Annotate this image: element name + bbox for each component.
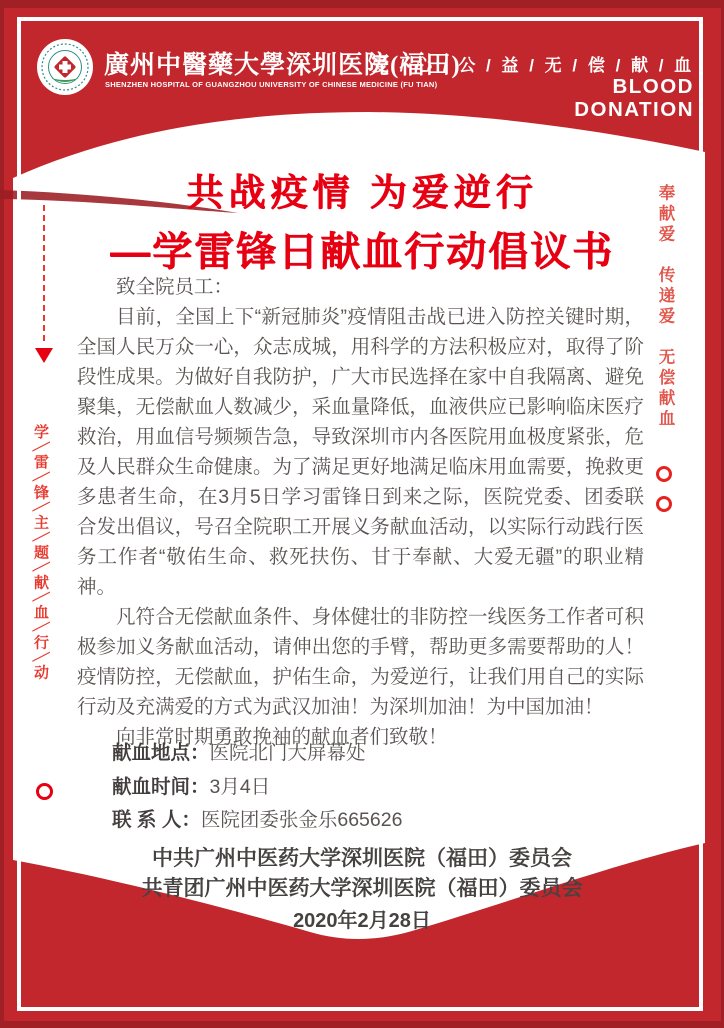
salutation: 致全院员工： bbox=[116, 276, 234, 298]
paragraph-3: 向非常时期勇敢挽袖的献血者们致敬！ bbox=[116, 726, 448, 748]
donation-info bbox=[112, 737, 402, 838]
info-label: 献血地点： bbox=[112, 742, 210, 764]
page-title bbox=[50, 162, 674, 277]
down-arrow-icon bbox=[35, 348, 53, 363]
paragraph-1: 目前，全国上下“新冠肺炎”疫情阻击战已进入防控关键时期，全国人民万众一心，众志成城，用科学的方法积极应对，取得了阶段性成果。为做好自我防护，广大市民选择在家中自我隔离、避免聚集，无偿献血人数减少，采血量降低，血液供应已影响临床医疗救治，用血信号频频告急，导致深圳市内各医院用血极度紧张，危及人民群众生命健康。为了满足更好地满足临床用血需要，挽救更多患者生命，在3月5日学习雷锋日到来之际，医院党委、团委联合发出倡议，号召全院职工开展义务献血活动，以实际行动践行医务工作者“敬佑生命、救死扶伤、甘于奉献、大爱无疆”的职业精神。 bbox=[77, 306, 644, 598]
blood-donation-wordmark bbox=[574, 75, 694, 121]
info-row-location bbox=[112, 737, 402, 771]
blood-word: BLOOD bbox=[612, 75, 694, 98]
issue-date: 2020年2月28日 bbox=[293, 910, 431, 932]
info-value: 医院北门大屏幕处 bbox=[209, 742, 366, 764]
dashed-line bbox=[43, 205, 45, 341]
title-line-2: —学雷锋日献血行动倡议书 bbox=[110, 230, 614, 274]
circle-marker-icon bbox=[656, 496, 672, 512]
circle-marker-icon bbox=[36, 783, 53, 800]
info-label: 献血时间： bbox=[112, 775, 210, 798]
circle-marker-icon bbox=[656, 466, 672, 482]
hospital-name-en: SHENZHEN HOSPITAL OF GUANGZHOU UNIVERSITY OF CHINESE MEDICINE (FU TIAN) bbox=[105, 80, 438, 89]
info-value: 3月4日 bbox=[209, 775, 271, 798]
issuer-line-1: 中共广州中医药大学深圳医院（福田）委员会 bbox=[152, 847, 572, 870]
paragraph-2: 凡符合无偿献血条件、身体健壮的非防控一线医务工作者可积极参加义务献血活动，请伸出您的手臂，帮助更多需要帮助的人！疫情防控，无偿献血，护佑生命，为爱逆行，让我们用自己的实际行动及充满爱的方式为武汉加油！为深圳加油！为中国加油！ bbox=[77, 606, 644, 718]
info-row-contact bbox=[112, 804, 402, 838]
info-row-time bbox=[112, 771, 402, 805]
signature-block bbox=[0, 844, 724, 933]
hospital-name-zh: 廣州中醫藥大學深圳医院(福田) bbox=[104, 52, 461, 79]
header-slogan: 爱 / 心 / 公 / 益 / 无 / 偿 / 献 / 血 bbox=[372, 56, 695, 75]
hospital-logo bbox=[36, 38, 94, 96]
info-value: 医院团委张金乐665626 bbox=[200, 809, 403, 831]
info-label: 联 系 人： bbox=[112, 809, 201, 831]
issuer-line-2: 共青团广州中医药大学深圳医院（福田）委员会 bbox=[141, 876, 583, 900]
title-line-1: 共战疫情 为爱逆行 bbox=[186, 172, 538, 213]
left-vertical-slogan: 学╲雷╲锋╲主╲题╲献╲血╲行╲动 bbox=[32, 424, 49, 683]
letter-body bbox=[77, 272, 644, 752]
right-vertical-slogan: 奉献爱 传递爱 无偿献血 bbox=[656, 184, 674, 430]
donation-word: DONATION bbox=[574, 98, 694, 121]
